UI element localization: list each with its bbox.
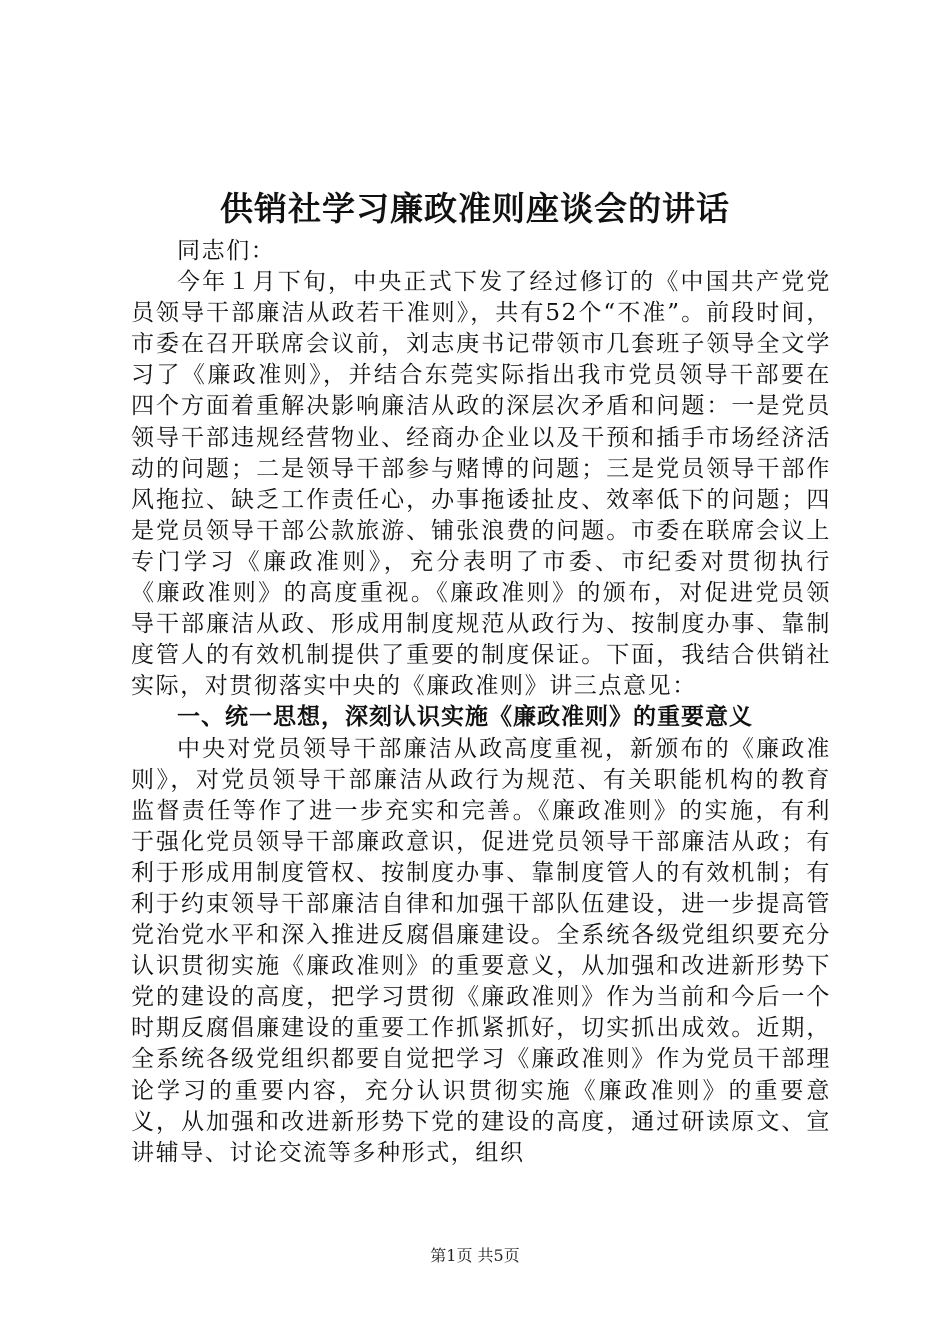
section-heading: 一、统一思想，深刻认识实施《廉政准则》的重要意义 xyxy=(177,704,753,731)
page-number: 第1页 共5页 xyxy=(430,1246,520,1265)
document-title: 供销社学习廉政准则座谈会的讲话 xyxy=(220,189,730,228)
body-paragraph: 今年１月下旬，中央正式下发了经过修订的《中国共产党党员领导干部廉洁从政若干准则》，共有52个“不准”。前段时间，市委在召开联席会议前，刘志庚书记带领市几套班子领导全文学习了《廉政准则》，并结合东莞实际指出我市党员领导干部要在四个方面着重解决影响廉洁从政的深层次矛盾和问题：一是党员领导干部违规经营物业、经商办企业以及干预和插手市场经济活动的问题；二是领导干部参与赌博的问题；三是党员领导干部作风拖拉、缺乏工作责任心，办事拖诿扯皮、效率低下的问题；四是党员领导干部公款旅游、铺张浪费的问题。市委在联席会议上专门学习《廉政准则》，充分表明了市委、市纪委对贯彻执行《廉政准则》的高度重视。《廉政准则》的颁布，对促进党员领导干部廉洁从政、形成用制度规范从政行为、按制度办事、靠制度管人的有效机制提供了重要的制度保证。下面，我结合供销社实际，对贯彻落实中央的《廉政准则》讲三点意见： xyxy=(131,269,831,700)
body-paragraph: 中央对党员领导干部廉洁从政高度重视，新颁布的《廉政准则》，对党员领导干部廉洁从政行为规范、有关职能机构的教育监督责任等作了进一步充实和完善。《廉政准则》的实施，有利于强化党员领导干部廉政意识，促进党员领导干部廉洁从政；有利于形成用制度管权、按制度办事、靠制度管人的有效机制；有利于约束领导干部廉洁自律和加强干部队伍建设，进一步提高管党治党水平和深入推进反腐倡廉建设。全系统各级党组织要充分认识贯彻实施《廉政准则》的重要意义，从加强和改进新形势下党的建设的高度，把学习贯彻《廉政准则》作为当前和今后一个时期反腐倡廉建设的重要工作抓紧抓好，切实抓出成效。近期，全系统各级党组织都要自觉把学习《廉政准则》作为党员干部理论学习的重要内容，充分认识贯彻实施《廉政准则》的重要意义，从加强和改进新形势下党的建设的高度，通过研读原文、宣讲辅导、讨论交流等多种形式，组织 xyxy=(131,735,831,1166)
salutation: 同志们： xyxy=(177,238,276,264)
document-body xyxy=(131,236,831,1169)
